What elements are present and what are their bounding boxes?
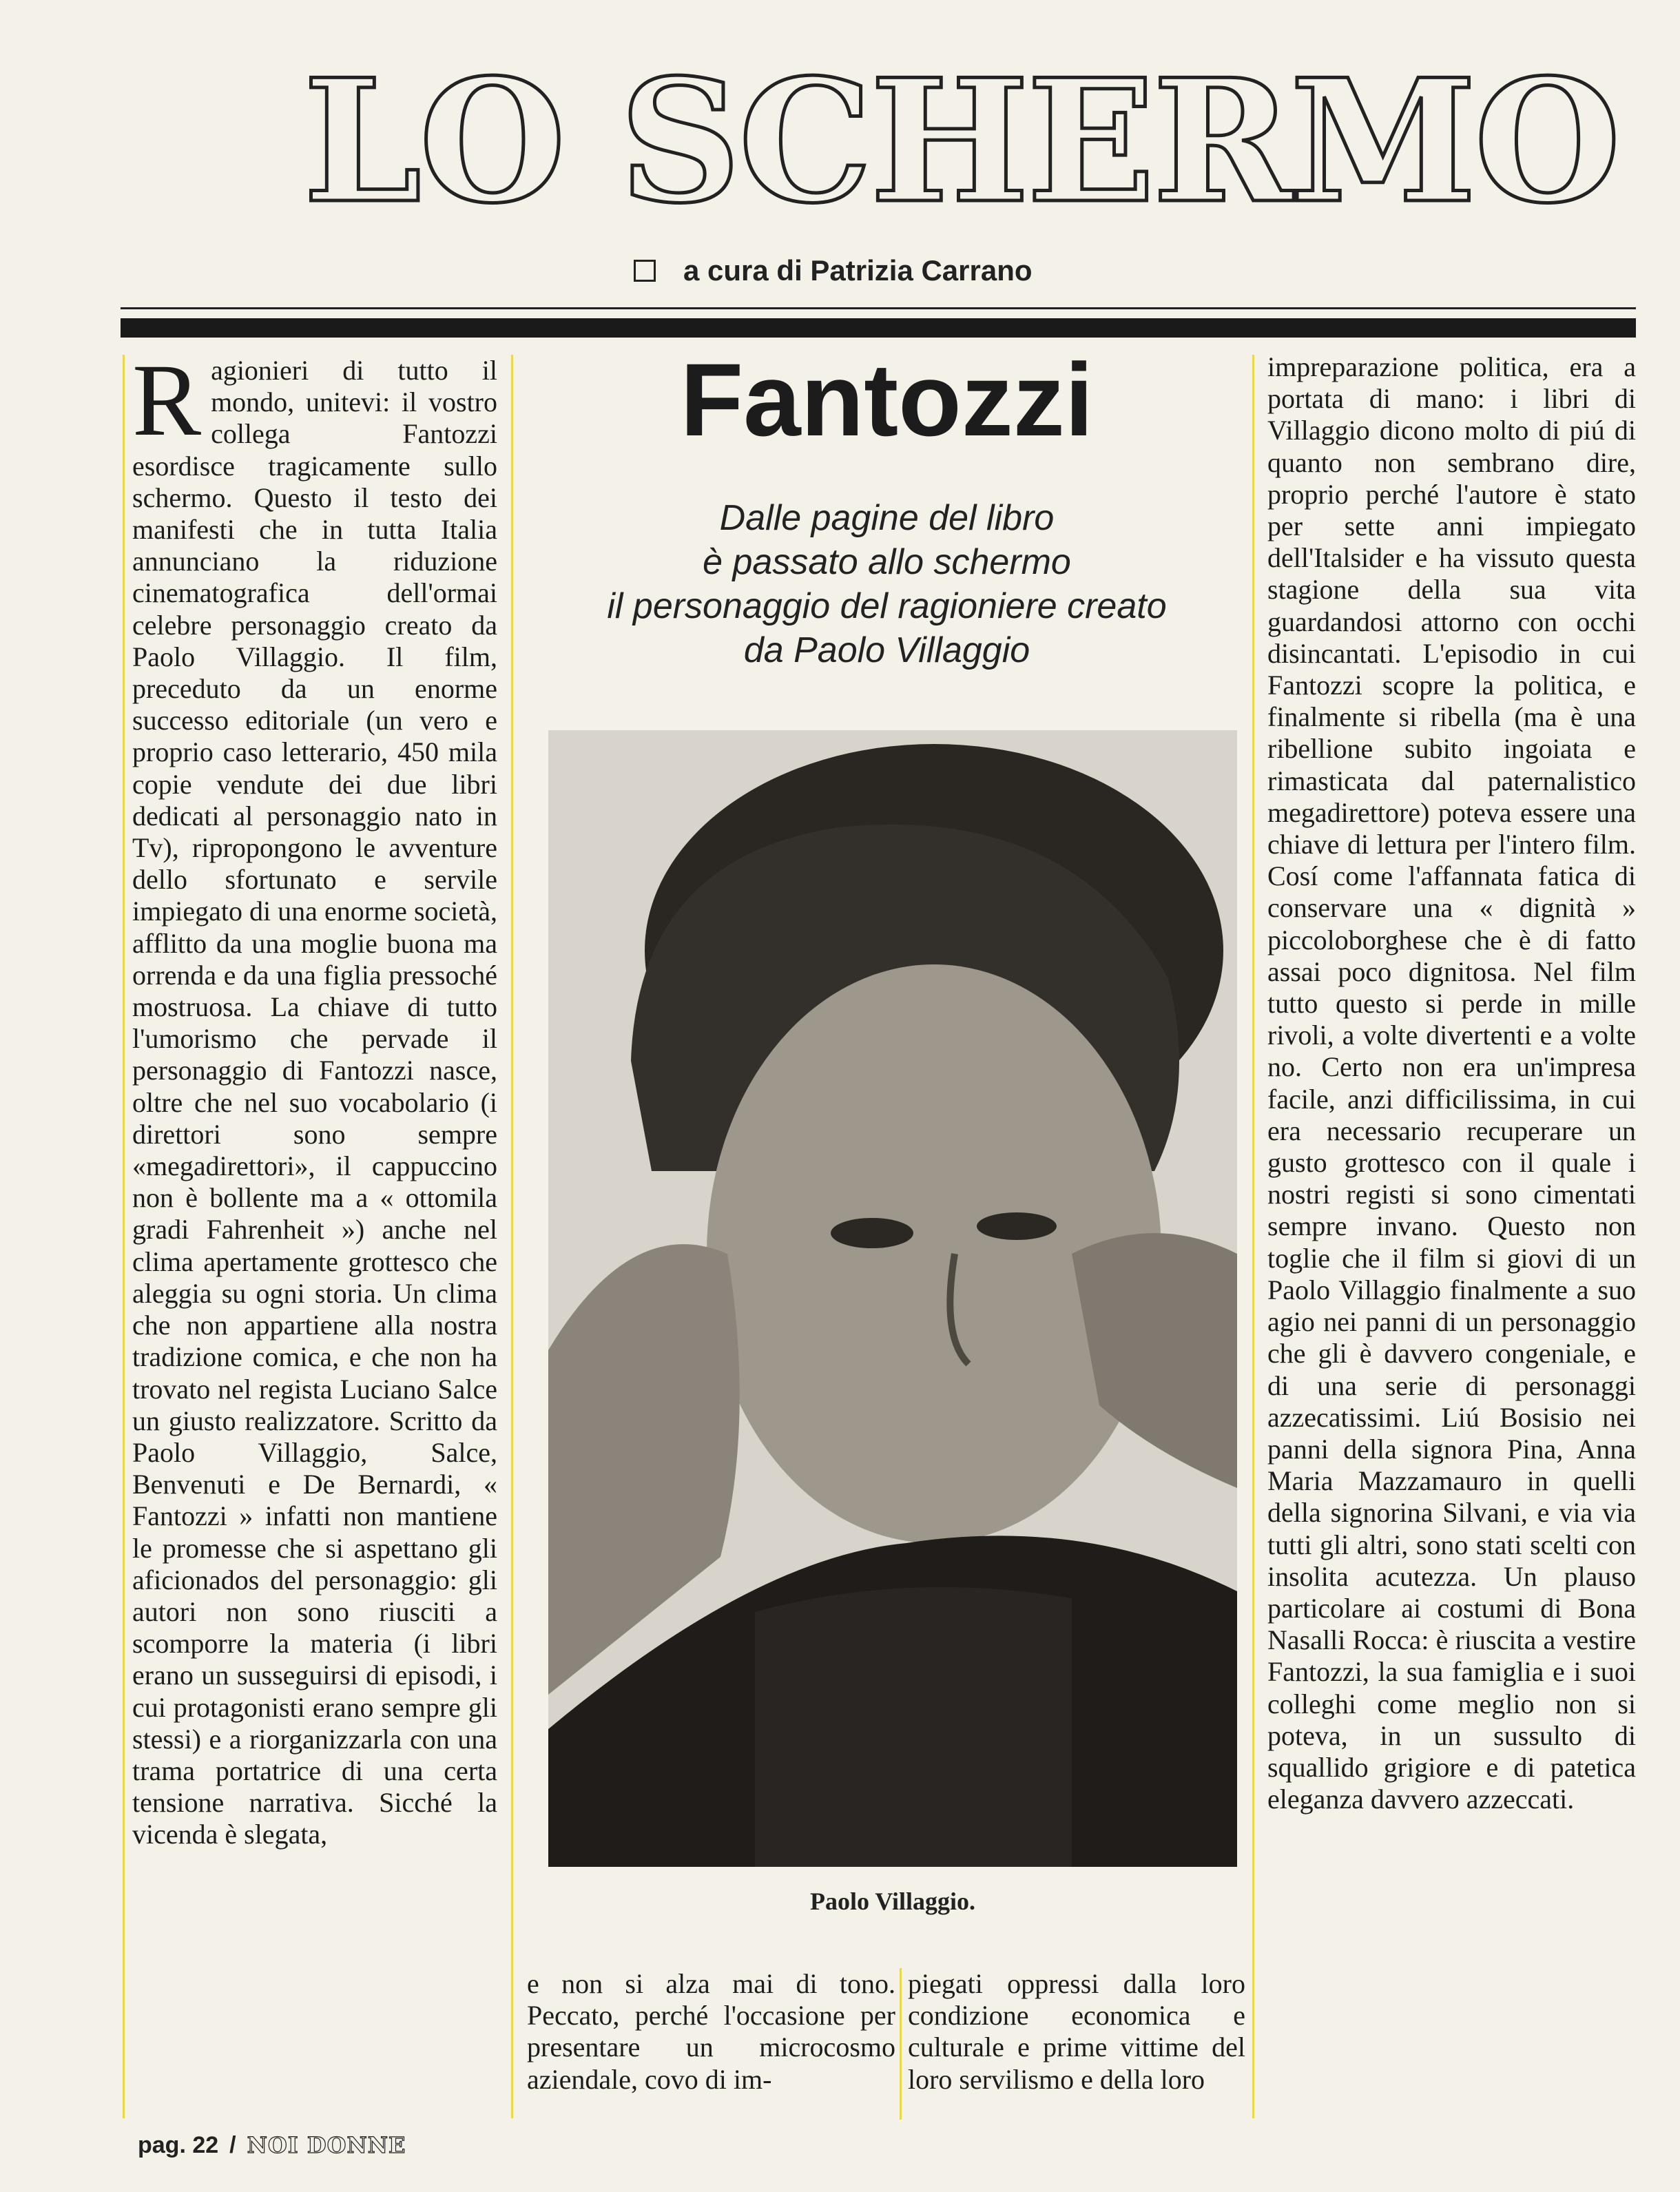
portrait-photo xyxy=(548,730,1237,1867)
square-bullet-icon xyxy=(634,260,656,282)
column-rule-2 xyxy=(900,1968,902,2120)
drop-cap: R xyxy=(132,343,202,457)
column-4-text: impreparazione politica, era a portata di mano: i libri di Villaggio dicono molto di piú di quanto non sembrano dire, proprio perché l'autore è stato per sette anni impiegato dell'Italsider e ha vissuto questa stagione della sua vita guardandosi attorno con occhi disincantati. L'episodio in cui Fantozzi scopre la politica, e finalmente si ribella (ma è una ribellione subito ingoiata e rimasticata dal paternalistico megadirettore) poteva essere una chiave di lettura per l'intero film. Cosí come l'affannata fatica di conservare una « dignità » piccoloborghese che è di fatto assai poco dignitosa. Nel film tutto questo si perde in mille rivoli, a volte divertenti e a volte no. Certo non era un'impresa facile, anzi difficilissima, in cui era necessario recuperare un gusto grottesco con il quale i nostri registi si sono cimentati sempre invano. Questo non toglie che il film si giovi di un Paolo Villaggio finalmente a suo agio nei panni di un personaggio che gli è davvero congeniale, e di una serie di personaggi azzecatissimi. Liú Bosisio nei panni della signora Pina, Anna Maria Mazzamauro in quelli della signorina Silvani, e via via tutti gli altri, sono stati scelti con insolita acutezza. Un plauso particolare ai costumi di Bona Nasalli Rocca: è riuscita a vestire Fantozzi, la sua famiglia e i suoi colleghi come meglio non si poteva, in un sussulto di squallido grigiore e di patetica eleganza davvero azzeccati. xyxy=(1267,351,1636,1815)
column-2-text: e non si alza mai di tono. Peccato, perché l'occasione per presentare un microcosmo aziendale, covo di im- xyxy=(527,1968,895,2095)
column-rule-left xyxy=(123,355,125,2118)
subhead-line: da Paolo Villaggio xyxy=(743,630,1030,670)
column-rule-1 xyxy=(511,355,513,2118)
header-rule-thick xyxy=(121,318,1636,338)
footer-separator: / xyxy=(229,2132,236,2158)
page-number: pag. 22 xyxy=(138,2132,219,2158)
photo-caption: Paolo Villaggio. xyxy=(809,1888,975,1915)
header-rule-thin xyxy=(121,307,1636,309)
column-1-text: agionieri di tutto il mondo, unitevi: il vostro collega Fantozzi esordisce tragicamente sullo schermo. Questo il testo dei manifesti che in tutta Italia annunciano la riduzione cinematografica dell'ormai celebre personaggio creato da Paolo Villaggio. Il film, preceduto da un enorme successo editoriale (un vero e proprio caso letterario, 450 mila copie vendute dei due libri dedicati al personaggio nato in Tv), ripropongono le avventure dello sfortunato e servile impiegato di una enorme società, afflitto da una moglie buona ma orrenda e da una figlia pressoché mostruosa. La chiave di tutto l'umorismo che pervade il personaggio di Fantozzi nasce, oltre che nel suo vocabolario (i direttori sono sempre «megadirettori», il cappuccino non è bollente ma a « ottomila gradi Fahrenheit ») anche nel clima apertamente grottesco che aleggia su ogni storia. Un clima che non appartiene alla nostra tradizione comica, e che non ha trovato nel regista Luciano Salce un giusto realizzatore. Scritto da Paolo Villaggio, Salce, Benvenuti e De Bernardi, « Fantozzi » infatti non mantiene le promesse che si aspettano gli aficionados del personaggio: gli autori non sono riusciti a scomporre la materia (i libri erano un susseguirsi di episodi, i cui protagonisti erano sempre gli stessi) e a riorganizzarla con una trama portatrice di una certa tensione narrativa. Sicché la vicenda è slegata, xyxy=(132,355,497,1850)
byline-text: a cura di Patrizia Carrano xyxy=(683,254,1033,287)
article-column-3-bottom xyxy=(908,1968,1245,2127)
subhead-line: Dalle pagine del libro xyxy=(719,498,1055,538)
article-column-2-bottom xyxy=(527,1968,895,2127)
article-headline: Fantozzi xyxy=(680,342,1094,457)
portrait-illustration xyxy=(548,730,1237,1867)
magazine-logo: NOI DONNE xyxy=(247,2132,406,2158)
masthead-title: LO SCHERMO xyxy=(303,42,1619,240)
article-column-1 xyxy=(132,343,497,2124)
article-column-4 xyxy=(1267,351,1636,2101)
page-footer xyxy=(138,2130,406,2160)
subhead-line: è passato allo schermo xyxy=(703,542,1071,582)
article-subhead xyxy=(523,496,1250,675)
subhead-line: il personaggio del ragioniere creato xyxy=(607,586,1167,626)
column-rule-3 xyxy=(1252,355,1254,2118)
column-3-text: piegati oppressi dalla loro condizione economica e culturale e prime vittime del loro servilismo e della loro xyxy=(908,1968,1245,2095)
byline xyxy=(634,254,1033,288)
